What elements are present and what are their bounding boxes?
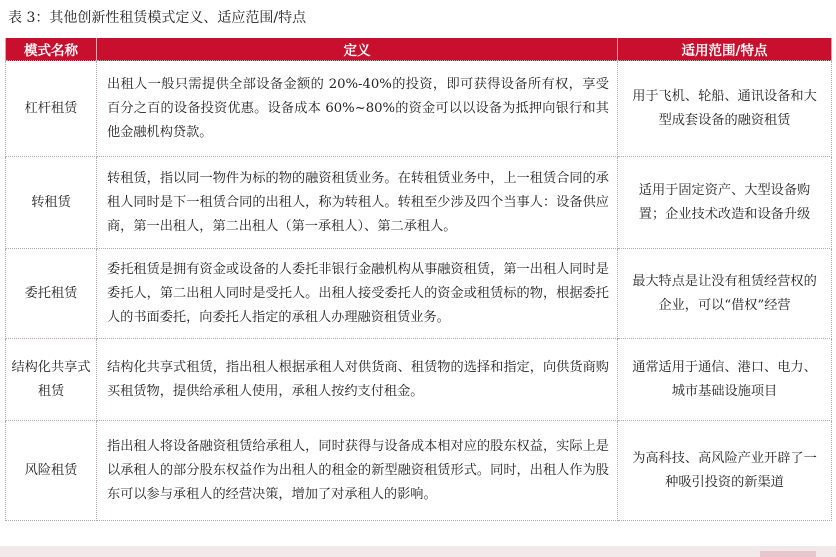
row-definition: 转租赁，指以同一物件为标的物的融资租赁业务。在转租赁业务中，上一租赁合同的承租人同时是下一租赁合同的出租人，称为转租人。转租至少涉及四个当事人：设备供应商，第一出租人，第二出租人（第一承租人）、第二承租人。 <box>97 157 618 249</box>
table-header-row <box>6 38 832 61</box>
table-row <box>6 157 832 249</box>
row-definition: 委托租赁是拥有资金或设备的人委托非银行金融机构从事融资租赁，第一出租人同时是委托人，第二出租人同时是受托人。出租人接受委托人的资金或租赁标的物，根据委托人的书面委托，向委托人指定的承租人办理融资租赁业务。 <box>97 249 618 339</box>
row-mode-name: 委托租赁 <box>6 249 97 339</box>
table-row <box>6 339 832 421</box>
row-mode-name: 杠杆租赁 <box>6 61 97 157</box>
row-scope: 适用于固定资产、大型设备购置；企业技术改造和设备升级 <box>618 157 832 249</box>
row-mode-name: 转租赁 <box>6 157 97 249</box>
table-caption: 表 3：其他创新性租赁模式定义、适应范围/特点 <box>8 10 307 26</box>
table-row <box>6 421 832 521</box>
leasing-modes-table <box>5 38 832 521</box>
header-scope: 适用范围/特点 <box>618 38 832 61</box>
page-corner-mark <box>760 551 816 557</box>
row-mode-name: 风险租赁 <box>6 421 97 521</box>
header-definition: 定义 <box>97 38 618 61</box>
row-definition: 出租人一般只需提供全部设备金额的 20%-40%的投资，即可获得设备所有权，享受百分之百的设备投资优惠。设备成本 60%~80%的资金可以以设备为抵押向银行和其他金融机构贷款。 <box>97 61 618 157</box>
row-definition: 指出租人将设备融资租赁给承租人，同时获得与设备成本相对应的股东权益，实际上是以承租人的部分股东权益作为出租人的租金的新型融资租赁形式。同时，出租人作为股东可以参与承租人的经营决策，增加了对承租人的影响。 <box>97 421 618 521</box>
row-scope: 用于飞机、轮船、通讯设备和大型成套设备的融资租赁 <box>618 61 832 157</box>
page-bottom-band <box>0 546 836 557</box>
table-row <box>6 61 832 157</box>
table-row <box>6 249 832 339</box>
row-scope: 通常适用于通信、港口、电力、城市基础设施项目 <box>618 339 832 421</box>
row-scope: 最大特点是让没有租赁经营权的企业，可以“借权”经营 <box>618 249 832 339</box>
row-mode-name: 结构化共享式租赁 <box>6 339 97 421</box>
row-definition: 结构化共享式租赁，指出租人根据承租人对供货商、租赁物的选择和指定，向供货商购买租赁物，提供给承租人使用，承租人按约支付租金。 <box>97 339 618 421</box>
header-mode-name: 模式名称 <box>6 38 97 61</box>
row-scope: 为高科技、高风险产业开辟了一种吸引投资的新渠道 <box>618 421 832 521</box>
